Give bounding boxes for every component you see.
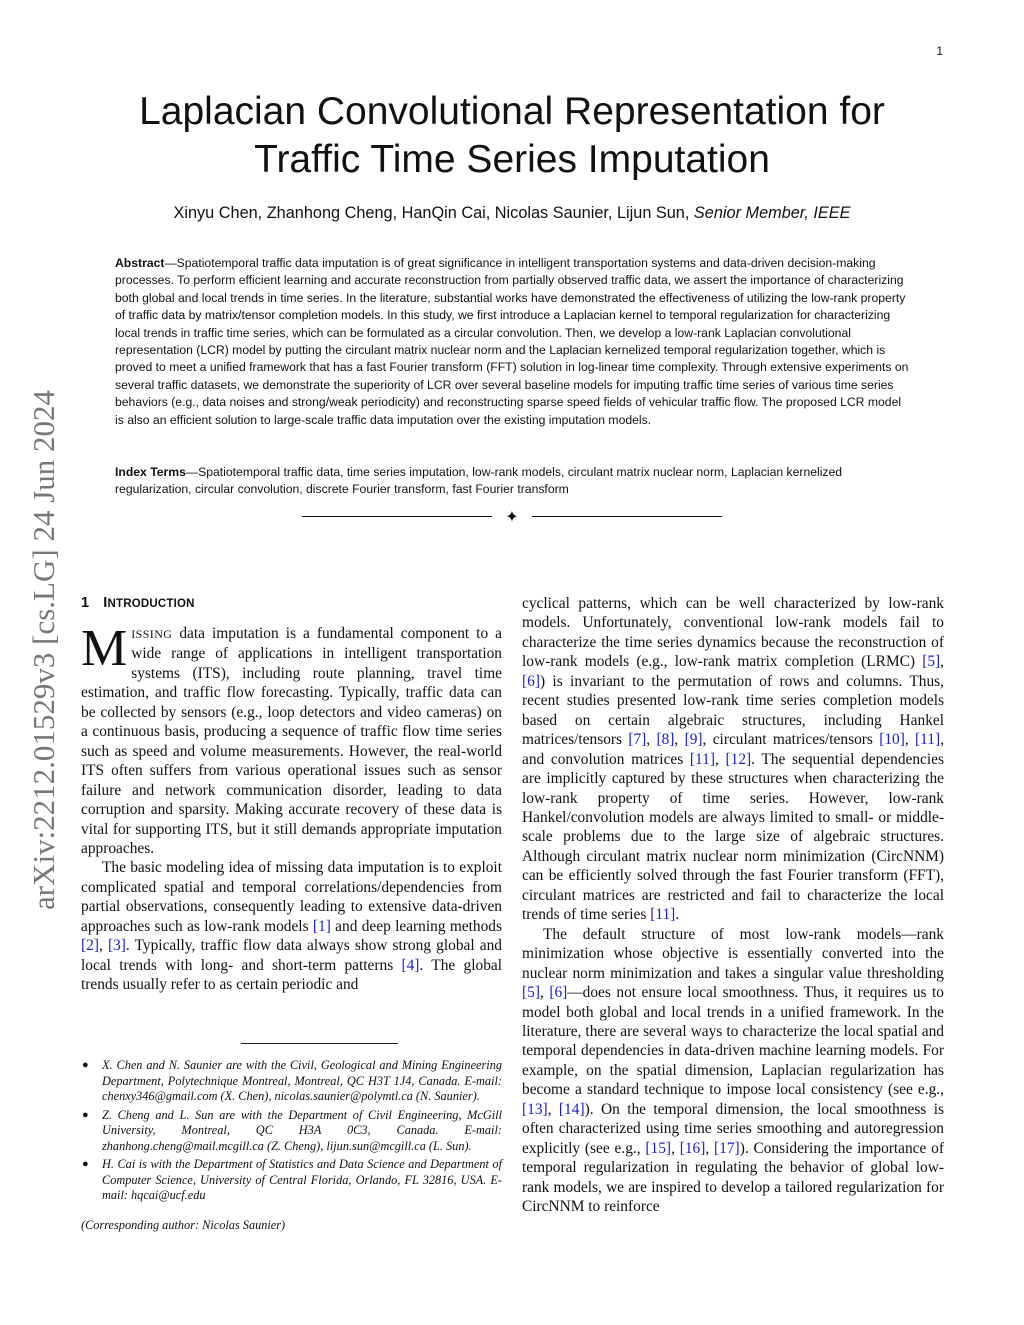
index-terms-text: —Spatiotemporal traffic data, time series imputation, low-rank models, circulant matrix nuclear norm, Laplacian kernelized regularization, circular convolution, discrete Fourier transform, fast Fourier transform (115, 465, 843, 497)
paragraph-text: , (904, 731, 916, 749)
paragraph-text: The default structure of most low-rank models—rank minimization whose objective is essentially converted into the nuclear norm minimization and takes a singular value thresholding (522, 925, 944, 982)
paragraph-text: , and convolution matrices (522, 731, 944, 768)
citation-link[interactable]: [11] (650, 906, 676, 924)
footnote-item (81, 1058, 502, 1105)
abstract-label: Abstract (115, 256, 165, 270)
abstract (115, 255, 911, 429)
paragraph-text: data imputation is a fundamental component to a wide range of applications in intelligent transportation systems (ITS), including route planning, travel time estimation, and traffic flow forecasting. Typically, traffic data can be collected by sensors (e.g., loop detectors and video cameras) on a continuous basis, producing a sequence of traffic flow time series such as speed and volume measurements. However, the real-world ITS often suffers from various operational issues such as sensor failure and network communication disorder, leading to data corruption and sparsity. Making accurate recovery of these data is vital for supporting ITS, but it still demands appropriate imputation approaches. (81, 625, 502, 857)
left-column (81, 593, 502, 995)
paragraph-text: . (675, 906, 680, 924)
paragraph-text: . The sequential dependencies are implicitly captured by these structures when characterizing the low-rank property of time series. However, low-rank Hankel/convolution models are always limited to small- or middle-scale problems due to the large size of algebraic structures. Although circulant matrix nuclear norm minimization (CircNNM) can be efficiently solved through the fast Fourier transform (FFT), circulant matrices are restricted and fail to characterize the local trends of time series (522, 750, 944, 924)
footnote-rule (241, 1043, 398, 1044)
citation-link[interactable]: [7] (628, 731, 647, 749)
citation-link[interactable]: [12] (725, 750, 752, 768)
paragraph-text: —does not ensure local smoothness. Thus, it requires us to model both global and local trends in a unified framework. In the literature, there are several ways to characterize the local spatial and temporal dependencies in data-driven machine learning models. For example, on the spatial dimension, Laplacian regularization has become a standard technique to impose local consistency (see e.g., (522, 984, 944, 1099)
citation-link[interactable]: [4] (401, 956, 420, 974)
paragraph-text: . The global trends usually refer to as certain periodic and (81, 956, 502, 994)
intro-paragraph-1 (81, 620, 502, 858)
citation-link[interactable]: [5] (522, 984, 540, 1002)
citation-link[interactable]: [17] (714, 1139, 740, 1157)
paragraph-text: , (547, 1100, 559, 1118)
paragraph-text: ). Considering the importance of temporal regularization in regulating the behavior of global low-rank models, we are inspired to develop a tailored regularization for CircNNM to reinforce (522, 1139, 944, 1216)
citation-link[interactable]: [6] (522, 672, 540, 690)
author-list (82, 202, 942, 224)
footnote-text: H. Cai is with the Department of Statistics and Data Science and Department of Computer Science, University of Central Florida, Orlando, FL 32816, USA. E-mail: hqcai@ucf.edu (102, 1157, 502, 1202)
citation-link[interactable]: [3] (107, 937, 126, 955)
index-terms-label: Index Terms (115, 465, 186, 479)
section-number: 1 (81, 595, 90, 611)
paragraph-text: . Typically, traffic flow data always show strong global and local trends with long- and short-term patterns (81, 937, 502, 974)
citation-link[interactable]: [8] (656, 731, 675, 749)
citation-link[interactable]: [9] (684, 731, 703, 749)
paragraph-text: , circulant matrices/tensors (702, 731, 880, 749)
bullet-icon: ● (82, 1059, 89, 1071)
section-title-rest: NTRODUCTION (107, 598, 195, 610)
intro-paragraph-4 (522, 925, 944, 1217)
paragraph-text: ) is invariant to the permutation of rows and columns. Thus, recent studies presented low-rank time series completion models based on certain algebraic structures, including Hankel matrices/tensors (522, 672, 944, 749)
paragraph-text: The basic modeling idea of missing data imputation is to exploit complicated spatial and temporal correlations/dependencies from partial observations, consequently leading to extensive data-driven approaches such as low-rank models (81, 859, 502, 935)
paragraph-text: , (671, 1139, 680, 1157)
section-divider (302, 507, 722, 530)
footnotes (81, 1058, 502, 1233)
citation-link[interactable]: [15] (645, 1139, 672, 1157)
footnote-item (81, 1157, 502, 1204)
right-column (522, 594, 944, 1217)
paragraph-text: , (940, 653, 944, 671)
arxiv-identifier-stamp: arXiv:2212.01529v3 [cs.LG] 24 Jun 2024 (26, 389, 61, 911)
divider-rule-left (302, 516, 492, 517)
intro-paragraph-3 (522, 594, 944, 925)
citation-link[interactable]: [10] (879, 731, 905, 749)
paragraph-text: , (98, 937, 108, 955)
citation-link[interactable]: [14] (558, 1100, 585, 1118)
paragraph-text: ). On the temporal dimension, the local smoothness is often characterized using time series smoothing and autoregression explicitly (see e.g., (522, 1100, 944, 1157)
citation-link[interactable]: [13] (522, 1100, 548, 1118)
citation-link[interactable]: [5] (922, 653, 941, 671)
title-line-2: Traffic Time Series Imputation (254, 138, 770, 181)
citation-link[interactable]: [11] (915, 731, 941, 749)
citation-link[interactable]: [11] (689, 750, 715, 768)
corresponding-author-note: (Corresponding author: Nicolas Saunier) (81, 1217, 286, 1232)
section-title-initial: I (103, 595, 108, 611)
paragraph-text: , (646, 731, 657, 749)
intro-paragraph-2 (81, 858, 502, 994)
index-terms (115, 464, 911, 499)
dropcap-letter: M (81, 620, 128, 677)
paragraph-text: , (714, 750, 726, 768)
divider-diamond-icon: ✦ (505, 507, 519, 526)
footnote-text: Z. Cheng and L. Sun are with the Department of Civil Engineering, McGill University, Montreal, QC H3A 0C3, Canada. E-mail: zhanhong.cheng@mail.mcgill.ca (Z. Cheng), lijun.sun@mcgill.ca (L. Sun). (102, 1107, 502, 1153)
bullet-icon: ● (82, 1158, 89, 1170)
paragraph-text: , (674, 731, 685, 749)
paper-title (82, 88, 942, 184)
divider-rule-right (532, 516, 722, 517)
author-names: Xinyu Chen, Zhanhong Cheng, HanQin Cai, Nicolas Saunier, Lijun Sun, (173, 204, 694, 222)
bullet-icon: ● (82, 1108, 89, 1121)
paragraph-text: , (539, 984, 550, 1002)
page-number: 1 (936, 44, 943, 58)
footnote-item (81, 1108, 502, 1155)
paragraph-text: , (705, 1139, 715, 1157)
citation-link[interactable]: [6] (549, 984, 568, 1002)
title-line-1: Laplacian Convolutional Representation for (139, 90, 885, 133)
paragraph-text: and deep learning methods (330, 917, 502, 935)
section-heading (81, 593, 502, 614)
author-membership: Senior Member, IEEE (693, 204, 851, 222)
citation-link[interactable]: [1] (312, 917, 331, 935)
citation-link[interactable]: [2] (81, 937, 99, 955)
citation-link[interactable]: [16] (679, 1139, 706, 1157)
paragraph-text: cyclical patterns, which can be well characterized by low-rank models. Unfortunately, conventional low-rank models fail to characterize the time series dynamics because the reconstruction of low-rank models (e.g., low-rank matrix completion (LRMC) (522, 595, 944, 671)
abstract-text: —Spatiotemporal traffic data imputation is of great significance in intelligent transportation systems and data-driven decision-making processes. To perform efficient learning and accurate reconstruction from partially observed traffic data, we assert the importance of characterizing both global and local trends in time series. In the literature, substantial works have demonstrated the effectiveness of utilizing the low-rank property of traffic data by matrix/tensor completion models. In this study, we first introduce a Laplacian kernel to temporal regularization for characterizing local trends in traffic time series, which can be formulated as a circular convolution. Then, we develop a low-rank Laplacian convolutional representation (LCR) model by putting the circulant matrix nuclear norm and the Laplacian kernelized temporal regularization together, which is proved to meet a unified framework that has a fast Fourier transform (FFT) solution in log-linear time complexity. Through extensive experiments on several traffic datasets, we demonstrate the superiority of LCR over several baseline models for imputing traffic time series of various time series behaviors (e.g., data noises and strong/weak periodicity) and reconstructing sparse speed fields of vehicular traffic flow. The proposed LCR model is also an efficient solution to large-scale traffic data imputation over the existing imputation models. (115, 256, 909, 427)
footnote-text: X. Chen and N. Saunier are with the Civil, Geological and Mining Engineering Department, Polytechnique Montreal, Montreal, QC H3T 1J4, Canada. E-mail: chenxy346@gmail.com (X. Chen), nicolas.saunier@polymtl.ca (N. Saunier). (102, 1058, 502, 1103)
smallcaps-word: ISSING (131, 627, 173, 641)
